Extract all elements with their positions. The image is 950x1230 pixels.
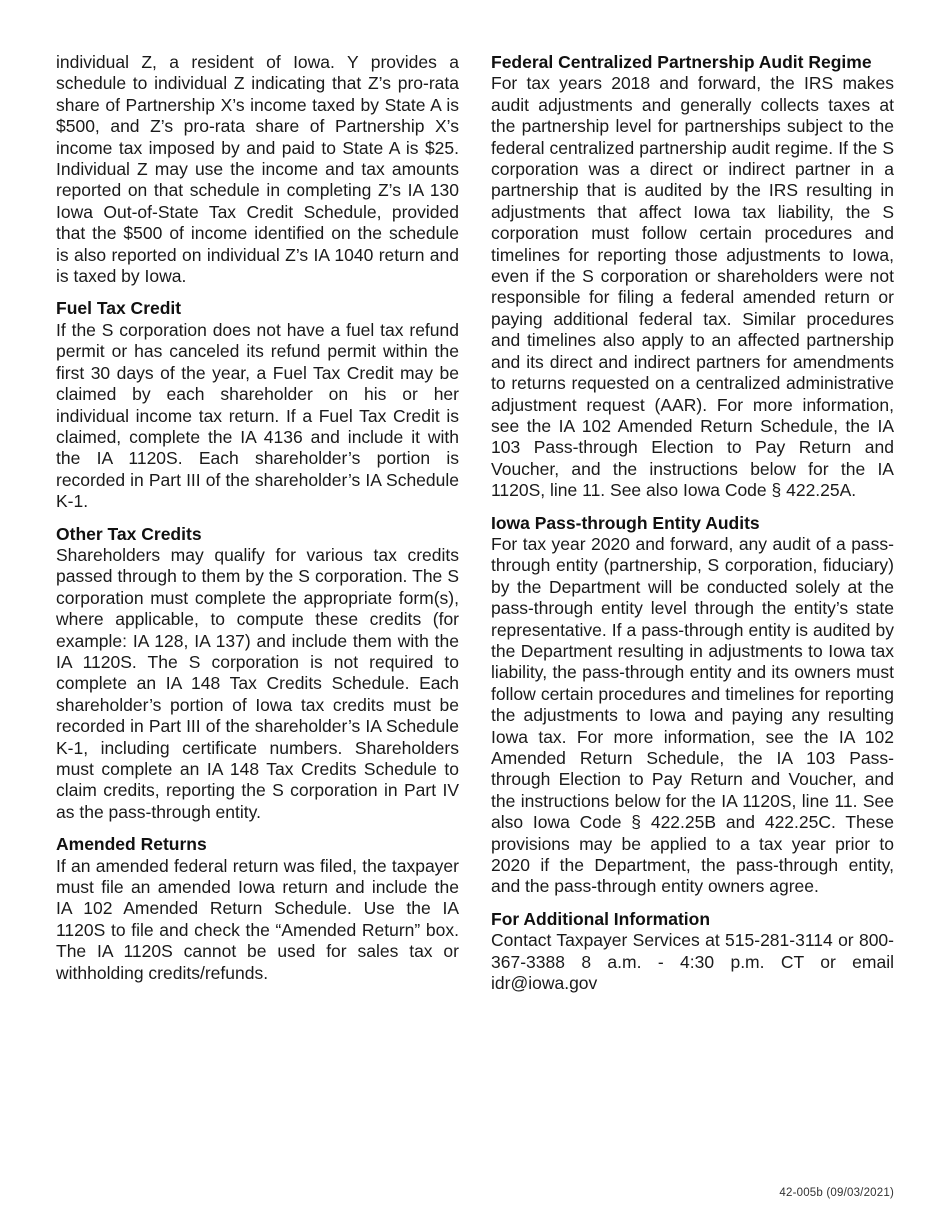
federal-audit-body: For tax years 2018 and forward, the IRS makes audit adjustments and generally collects taxes at the partnership level for partnerships subject to the federal centralized partnership audit regime. If the S corporation was a direct or indirect partner in a partnership that is audited by the IRS resulting in adjustments that affect Iowa tax liability, the S corporation must follow certain procedures and timelines for reporting those adjustments to Iowa, even if the S corporation or shareholders were not responsible for filing a federal amended return or paying additional federal tax. Similar procedures and timelines also apply to an affected partnership and its direct and indirect partners for amendments to returns requested on a centralized administrative adjustment request (AAR). For more information, see the IA 102 Amended Return Schedule, the IA 103 Pass-through Election to Pay Return and Voucher, and the instructions below for the IA 1120S, line 11. See also Iowa Code § 422.25A. [491, 73, 894, 501]
fuel-tax-credit-heading: Fuel Tax Credit [56, 298, 182, 319]
amended-returns-heading: Amended Returns [56, 834, 207, 855]
other-tax-credits-section [56, 524, 459, 824]
form-code: 42-005b (09/03/2021) [779, 1187, 894, 1199]
right-column [491, 52, 894, 1005]
amended-returns-section [56, 834, 459, 984]
intro-paragraph: individual Z, a resident of Iowa. Y provides a schedule to individual Z indicating that Z’s pro-rata share of Partnership X’s income taxed by State A is $500, and Z’s pro-rata share of Partnership X’s income tax imposed by and paid to State A is $25. Individual Z may use the income and tax amounts reported on that schedule in completing Z’s IA 130 Iowa Out-of-State Tax Credit Schedule, provided that the $500 of income identified on the schedule is also reported on individual Z’s IA 1040 return and is taxed by Iowa. [56, 52, 459, 287]
left-column [56, 52, 459, 1005]
federal-audit-heading: Federal Centralized Partnership Audit Regime [491, 52, 872, 72]
other-tax-credits-heading: Other Tax Credits [56, 523, 202, 544]
iowa-audits-heading: Iowa Pass-through Entity Audits [491, 512, 760, 533]
fuel-tax-credit-body: If the S corporation does not have a fuel tax refund permit or has canceled its refund permit within the first 30 days of the year, a Fuel Tax Credit may be claimed by each shareholder on his or her individual income tax return. If a Fuel Tax Credit is claimed, complete the IA 4136 and include it with the IA 1120S. Each shareholder’s portion is recorded in Part III of the shareholder’s IA Schedule K-1. [56, 319, 459, 512]
iowa-audits-section [491, 513, 894, 898]
amended-returns-body: If an amended federal return was filed, the taxpayer must file an amended Iowa return and include the IA 102 Amended Return Schedule. Use the IA 1120S to file and check the “Amended Return” box. The IA 1120S cannot be used for sales tax or withholding credits/refunds. [56, 855, 459, 983]
fuel-tax-credit-section [56, 298, 459, 512]
federal-audit-section [491, 52, 894, 502]
other-tax-credits-body: Shareholders may qualify for various tax credits passed through to them by the S corporation. The S corporation must complete the appropriate form(s), where applicable, to compute these credits (for example: IA 128, IA 137) and include them with the IA 1120S. The S corporation is not required to complete an IA 148 Tax Credits Schedule. Each shareholder’s portion of Iowa tax credits must be recorded in Part III of the shareholder’s IA Schedule K-1, including certificate numbers. Shareholders must complete an IA 148 Tax Credits Schedule to claim credits, reporting the S corporation in Part IV as the pass-through entity. [56, 544, 459, 822]
additional-info-section [491, 909, 894, 995]
document-page [56, 52, 894, 1005]
additional-info-heading: For Additional Information [491, 908, 711, 929]
additional-info-body: Contact Taxpayer Services at 515-281-3114 or 800-367-3388 8 a.m. - 4:30 p.m. CT or email idr@iowa.gov [491, 930, 894, 994]
intro-section [56, 52, 459, 287]
iowa-audits-body: For tax year 2020 and forward, any audit of a pass-through entity (partnership, S corporation, fiduciary) by the Department will be conducted solely at the pass-through entity level through the entity’s state representative. If a pass-through entity is audited by the Department resulting in adjustments to Iowa tax liability, the pass-through entity and its owners must follow certain procedures and timelines for reporting the adjustments to Iowa and paying any resulting Iowa tax. For more information, see the IA 102 Amended Return Schedule, the IA 103 Pass-through Election to Pay Return and Voucher, and the instructions below for the IA 1120S, line 11. See also Iowa Code § 422.25B and 422.25C. These provisions may be applied to a tax year prior to 2020 if the Department, the pass-through entity, and the pass-through entity owners agree. [491, 533, 894, 897]
